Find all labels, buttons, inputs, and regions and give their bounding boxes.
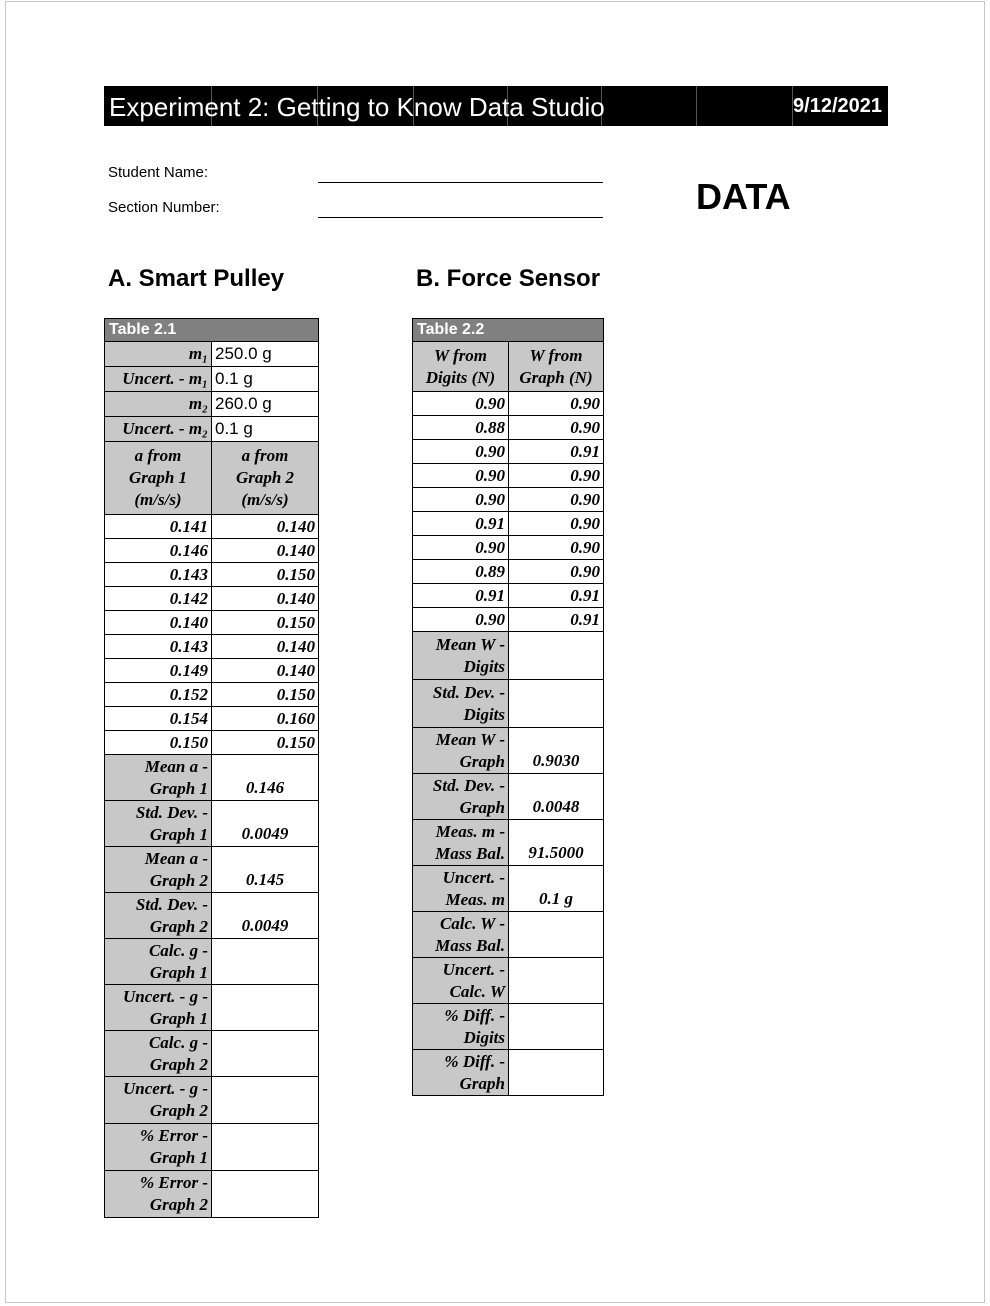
table-row	[413, 512, 604, 536]
student-name-label: Student Name:	[108, 164, 209, 181]
stat-row	[413, 1050, 604, 1096]
stat-label-line: Graph 2	[149, 1195, 208, 1214]
data-cell[interactable]	[105, 587, 212, 611]
table-2-2	[412, 318, 604, 1096]
stat-value[interactable]	[212, 893, 319, 939]
table-title-text: Table 2.2	[417, 321, 485, 338]
stat-value[interactable]	[509, 680, 604, 728]
data-cell[interactable]	[413, 608, 509, 632]
data-cell[interactable]	[212, 563, 319, 587]
stat-label-line: Graph	[459, 797, 505, 817]
table-row	[413, 608, 604, 632]
stat-value[interactable]	[509, 728, 604, 774]
stat-label-line: Meas. m	[445, 889, 505, 909]
column-header	[509, 342, 604, 392]
stat-label-line: Graph 2	[149, 916, 208, 936]
data-cell[interactable]	[509, 560, 604, 584]
stat-label-line: Mean W -	[435, 729, 505, 749]
stat-label-line: Mean a -	[144, 756, 208, 776]
data-cell-value: 0.150	[276, 612, 316, 632]
data-cell[interactable]	[413, 536, 509, 560]
column-header-line: Digits (N)	[425, 367, 496, 387]
data-cell-value: 0.149	[169, 660, 208, 680]
stat-label-line: Graph	[459, 751, 505, 771]
table-row	[413, 416, 604, 440]
stat-row	[105, 1124, 319, 1171]
data-cell-value: 0.90	[570, 513, 601, 533]
stat-label	[105, 893, 212, 939]
table-row	[105, 731, 319, 755]
table-title	[413, 319, 604, 342]
data-cell-value: 0.90	[475, 441, 505, 461]
stat-value[interactable]	[212, 1031, 319, 1077]
data-cell-value: 0.91	[570, 609, 601, 629]
data-cell[interactable]	[413, 464, 509, 488]
column-header-line: a from	[134, 446, 182, 465]
data-cell[interactable]	[413, 440, 509, 464]
table-row	[105, 563, 319, 587]
table-row	[105, 683, 319, 707]
stat-label-line: % Diff. -	[444, 1051, 505, 1071]
data-cell-value: 0.90	[570, 417, 601, 437]
stat-row	[105, 755, 319, 801]
stat-value[interactable]	[509, 1004, 604, 1050]
param-row	[105, 367, 319, 392]
table-row	[105, 515, 319, 539]
data-cell-value: 0.140	[276, 540, 316, 560]
data-cell-value: 0.141	[169, 516, 208, 536]
stat-label	[413, 820, 509, 866]
stat-row	[105, 1077, 319, 1124]
data-cell-value: 0.150	[276, 684, 316, 704]
stat-row	[105, 847, 319, 893]
column-header-line: Graph 2	[235, 468, 295, 487]
stat-label-line: Std. Dev. -	[135, 802, 208, 822]
param-value-text: 0.1 g	[215, 419, 253, 438]
stat-value-text: 0.146	[245, 778, 285, 797]
title-bar	[104, 86, 888, 126]
data-cell-value: 0.146	[169, 540, 208, 560]
stat-value[interactable]	[509, 820, 604, 866]
param-label-text: m₂	[188, 394, 208, 413]
stat-label-line: Uncert. - g -	[123, 1079, 208, 1098]
stat-value[interactable]	[212, 1077, 319, 1124]
stat-value-text: 0.0049	[241, 824, 289, 843]
page-title: Experiment 2: Getting to Know Data Studio	[109, 92, 605, 122]
stat-value[interactable]	[509, 912, 604, 958]
data-cell-value: 0.90	[570, 465, 601, 485]
param-label	[105, 342, 212, 367]
param-value[interactable]	[212, 342, 319, 367]
data-cell[interactable]	[212, 539, 319, 563]
data-cell-value: 0.90	[475, 465, 505, 485]
stat-label-line: Graph 1	[149, 1008, 208, 1028]
stat-label-line: Std. Dev. -	[432, 775, 505, 795]
data-cell-value: 0.89	[475, 561, 505, 581]
stat-label-line: Std. Dev. -	[432, 682, 505, 702]
data-cell-value: 0.140	[276, 660, 316, 680]
data-cell-value: 0.90	[570, 561, 601, 581]
param-value[interactable]	[212, 392, 319, 417]
stat-label-line: Calc. W -	[439, 913, 505, 933]
stat-label-line: Mass Bal.	[435, 843, 505, 863]
stat-value[interactable]	[212, 1171, 319, 1218]
table-title-row	[413, 319, 604, 342]
table-title	[105, 319, 319, 342]
data-cell-value: 0.150	[276, 564, 316, 584]
column-header-line: W from	[529, 345, 583, 365]
stat-row	[413, 632, 604, 680]
param-row	[105, 417, 319, 442]
data-cell-value: 0.90	[475, 537, 505, 557]
stat-label-line: Digits	[463, 1027, 505, 1047]
stat-row	[105, 939, 319, 985]
column-header-line: (m/s/s)	[241, 490, 289, 509]
stat-row	[413, 728, 604, 774]
stat-label	[105, 1077, 212, 1124]
stat-label	[413, 912, 509, 958]
section-a-heading: A. Smart Pulley	[108, 265, 285, 292]
data-cell-value: 0.90	[475, 393, 505, 413]
stat-value[interactable]	[212, 1124, 319, 1171]
stat-label	[413, 1004, 509, 1050]
stat-row	[413, 958, 604, 1004]
data-cell[interactable]	[212, 515, 319, 539]
data-cell-value: 0.90	[570, 537, 601, 557]
column-header-line: a from	[241, 446, 289, 465]
stat-label	[413, 680, 509, 728]
data-cell[interactable]	[509, 464, 604, 488]
table-row	[413, 440, 604, 464]
data-cell-value: 0.91	[570, 441, 601, 461]
data-cell-value: 0.140	[276, 588, 316, 608]
data-cell[interactable]	[212, 707, 319, 731]
stat-value-text: 0.9030	[532, 751, 580, 770]
data-cell-value: 0.150	[169, 732, 208, 752]
stat-label-line: Digits	[463, 656, 505, 676]
data-cell-value: 0.143	[169, 636, 208, 656]
stat-row	[413, 820, 604, 866]
data-cell[interactable]	[413, 392, 509, 416]
table-row	[105, 707, 319, 731]
stat-value[interactable]	[509, 774, 604, 820]
data-cell-value: 0.160	[276, 708, 316, 728]
column-header	[212, 442, 319, 515]
stat-label	[413, 774, 509, 820]
table-2-1	[104, 318, 319, 1218]
stat-label-line: Calc. g -	[148, 940, 208, 960]
data-cell-value: 0.154	[169, 708, 208, 728]
table-row	[413, 536, 604, 560]
stat-row	[413, 1004, 604, 1050]
section-b-heading: B. Force Sensor	[416, 265, 601, 292]
param-value[interactable]	[212, 367, 319, 392]
data-cell-value: 0.140	[276, 516, 316, 536]
data-cell[interactable]	[105, 731, 212, 755]
table-title-text: Table 2.1	[109, 321, 177, 338]
table-row	[413, 392, 604, 416]
stat-value-text: 0.1 g	[539, 889, 573, 908]
data-cell-value: 0.152	[169, 684, 208, 704]
stat-label	[105, 847, 212, 893]
stat-label-line: Uncert. -	[442, 867, 505, 887]
data-cell[interactable]	[413, 416, 509, 440]
stat-label-line: Graph 2	[149, 870, 208, 890]
table-row	[105, 587, 319, 611]
stat-value[interactable]	[212, 847, 319, 893]
stat-label-line: Mean W -	[435, 634, 505, 654]
stat-label	[105, 801, 212, 847]
stat-row	[105, 1171, 319, 1218]
table-row	[413, 584, 604, 608]
stat-label-line: Mass Bal.	[435, 935, 505, 955]
stat-label-line: Calc. W	[449, 981, 505, 1001]
data-cell[interactable]	[509, 608, 604, 632]
stat-label-line: Meas. m -	[435, 821, 505, 841]
stat-value[interactable]	[509, 866, 604, 912]
stat-label-line: Std. Dev. -	[135, 894, 208, 914]
data-cell[interactable]	[509, 584, 604, 608]
stat-label	[413, 958, 509, 1004]
column-header-line: Graph 1	[128, 468, 188, 487]
column-header	[105, 442, 212, 515]
section-number-label: Section Number:	[108, 199, 220, 216]
stat-value[interactable]	[212, 755, 319, 801]
param-value-text: 0.1 g	[215, 369, 253, 388]
data-cell[interactable]	[509, 512, 604, 536]
stat-value[interactable]	[212, 801, 319, 847]
data-cell[interactable]	[413, 488, 509, 512]
data-cell[interactable]	[105, 635, 212, 659]
column-header-line: W from	[433, 345, 488, 365]
table-row	[413, 560, 604, 584]
stat-label	[413, 632, 509, 680]
data-cell-value: 0.140	[276, 636, 316, 656]
stat-row	[105, 801, 319, 847]
data-cell[interactable]	[105, 563, 212, 587]
table-row	[105, 539, 319, 563]
data-cell-value: 0.90	[570, 393, 601, 413]
column-header-line: (m/s/s)	[134, 490, 182, 509]
section-number-line[interactable]	[318, 217, 603, 218]
data-cell-value: 0.91	[475, 585, 505, 605]
column-header-row	[413, 342, 604, 392]
table-row	[105, 635, 319, 659]
stat-row	[413, 774, 604, 820]
stat-value[interactable]	[509, 632, 604, 680]
stat-value[interactable]	[509, 958, 604, 1004]
data-cell-value: 0.88	[475, 417, 505, 437]
stat-label-line: % Error -	[139, 1126, 208, 1145]
stat-value-text: 0.0048	[532, 797, 580, 816]
param-label-text: m₁	[188, 344, 208, 363]
stat-label-line: Uncert. -	[442, 959, 505, 979]
data-heading: DATA	[696, 176, 791, 217]
data-cell[interactable]	[509, 392, 604, 416]
stat-label-line: Graph 2	[149, 1101, 208, 1120]
stat-label	[105, 1171, 212, 1218]
data-cell[interactable]	[509, 536, 604, 560]
stat-label-line: Graph 1	[149, 1148, 208, 1167]
data-cell[interactable]	[212, 635, 319, 659]
param-value-text: 260.0 g	[215, 394, 272, 413]
stat-label-line: Graph 1	[149, 962, 208, 982]
data-cell-value: 0.91	[475, 513, 505, 533]
column-header-line: Graph (N)	[519, 367, 593, 387]
data-cell[interactable]	[105, 515, 212, 539]
data-cell-value: 0.142	[169, 588, 208, 608]
data-cell[interactable]	[413, 584, 509, 608]
stat-label-line: Graph 1	[149, 824, 208, 844]
param-value-text: 250.0 g	[215, 344, 272, 363]
data-cell[interactable]	[212, 731, 319, 755]
data-cell[interactable]	[105, 707, 212, 731]
data-cell[interactable]	[105, 659, 212, 683]
stat-label-line: % Error -	[139, 1173, 208, 1192]
stat-label	[105, 985, 212, 1031]
data-cell-value: 0.90	[570, 489, 601, 509]
data-cell[interactable]	[413, 560, 509, 584]
stat-label-line: Mean a -	[144, 848, 208, 868]
table-row	[413, 464, 604, 488]
stat-value-text: 0.145	[245, 870, 285, 889]
data-cell[interactable]	[509, 440, 604, 464]
stat-label-line: Graph	[459, 1073, 505, 1093]
data-cell[interactable]	[212, 611, 319, 635]
stat-label	[413, 866, 509, 912]
student-name-line[interactable]	[318, 182, 603, 183]
param-row	[105, 342, 319, 367]
stat-label-line: Graph 2	[149, 1054, 208, 1074]
param-label-text: Uncert. - m₁	[122, 369, 208, 388]
table-row	[105, 659, 319, 683]
data-cell[interactable]	[413, 512, 509, 536]
param-row	[105, 392, 319, 417]
stat-label-line: Graph 1	[149, 778, 208, 798]
stat-row	[105, 985, 319, 1031]
column-header-row	[105, 442, 319, 515]
table-row	[105, 611, 319, 635]
param-label	[105, 417, 212, 442]
data-cell[interactable]	[509, 488, 604, 512]
stat-label-line: Uncert. - g -	[123, 986, 208, 1006]
stat-value[interactable]	[212, 939, 319, 985]
data-cell-value: 0.143	[169, 564, 208, 584]
data-cell-value: 0.91	[570, 585, 601, 605]
stat-row	[105, 893, 319, 939]
data-cell[interactable]	[212, 683, 319, 707]
data-cell-value: 0.140	[169, 612, 208, 632]
stat-label	[105, 755, 212, 801]
param-value[interactable]	[212, 417, 319, 442]
page-date: 9/12/2021	[793, 95, 882, 117]
stat-label	[413, 1050, 509, 1096]
param-label	[105, 392, 212, 417]
stat-row	[413, 866, 604, 912]
stat-label	[105, 939, 212, 985]
data-cell-value: 0.150	[276, 732, 316, 752]
param-label-text: Uncert. - m₂	[122, 419, 208, 438]
table-row	[413, 488, 604, 512]
param-label	[105, 367, 212, 392]
stat-value-text: 91.5000	[528, 843, 584, 862]
stat-label-line: Calc. g -	[148, 1032, 208, 1052]
column-header	[413, 342, 509, 392]
data-cell[interactable]	[105, 683, 212, 707]
data-cell-value: 0.90	[475, 609, 505, 629]
data-cell[interactable]	[212, 587, 319, 611]
data-cell[interactable]	[509, 416, 604, 440]
stat-label	[413, 728, 509, 774]
stat-label	[105, 1031, 212, 1077]
data-cell[interactable]	[105, 611, 212, 635]
stat-row	[413, 912, 604, 958]
stat-label-line: % Diff. -	[444, 1005, 505, 1025]
data-cell-value: 0.90	[475, 489, 505, 509]
stat-value[interactable]	[212, 985, 319, 1031]
data-cell[interactable]	[105, 539, 212, 563]
data-cell[interactable]	[212, 659, 319, 683]
stat-row	[105, 1031, 319, 1077]
stat-label-line: Digits	[463, 704, 505, 724]
table-title-row	[105, 319, 319, 342]
stat-value-text: 0.0049	[241, 916, 289, 935]
stat-label	[105, 1124, 212, 1171]
stat-value[interactable]	[509, 1050, 604, 1096]
stat-row	[413, 680, 604, 728]
